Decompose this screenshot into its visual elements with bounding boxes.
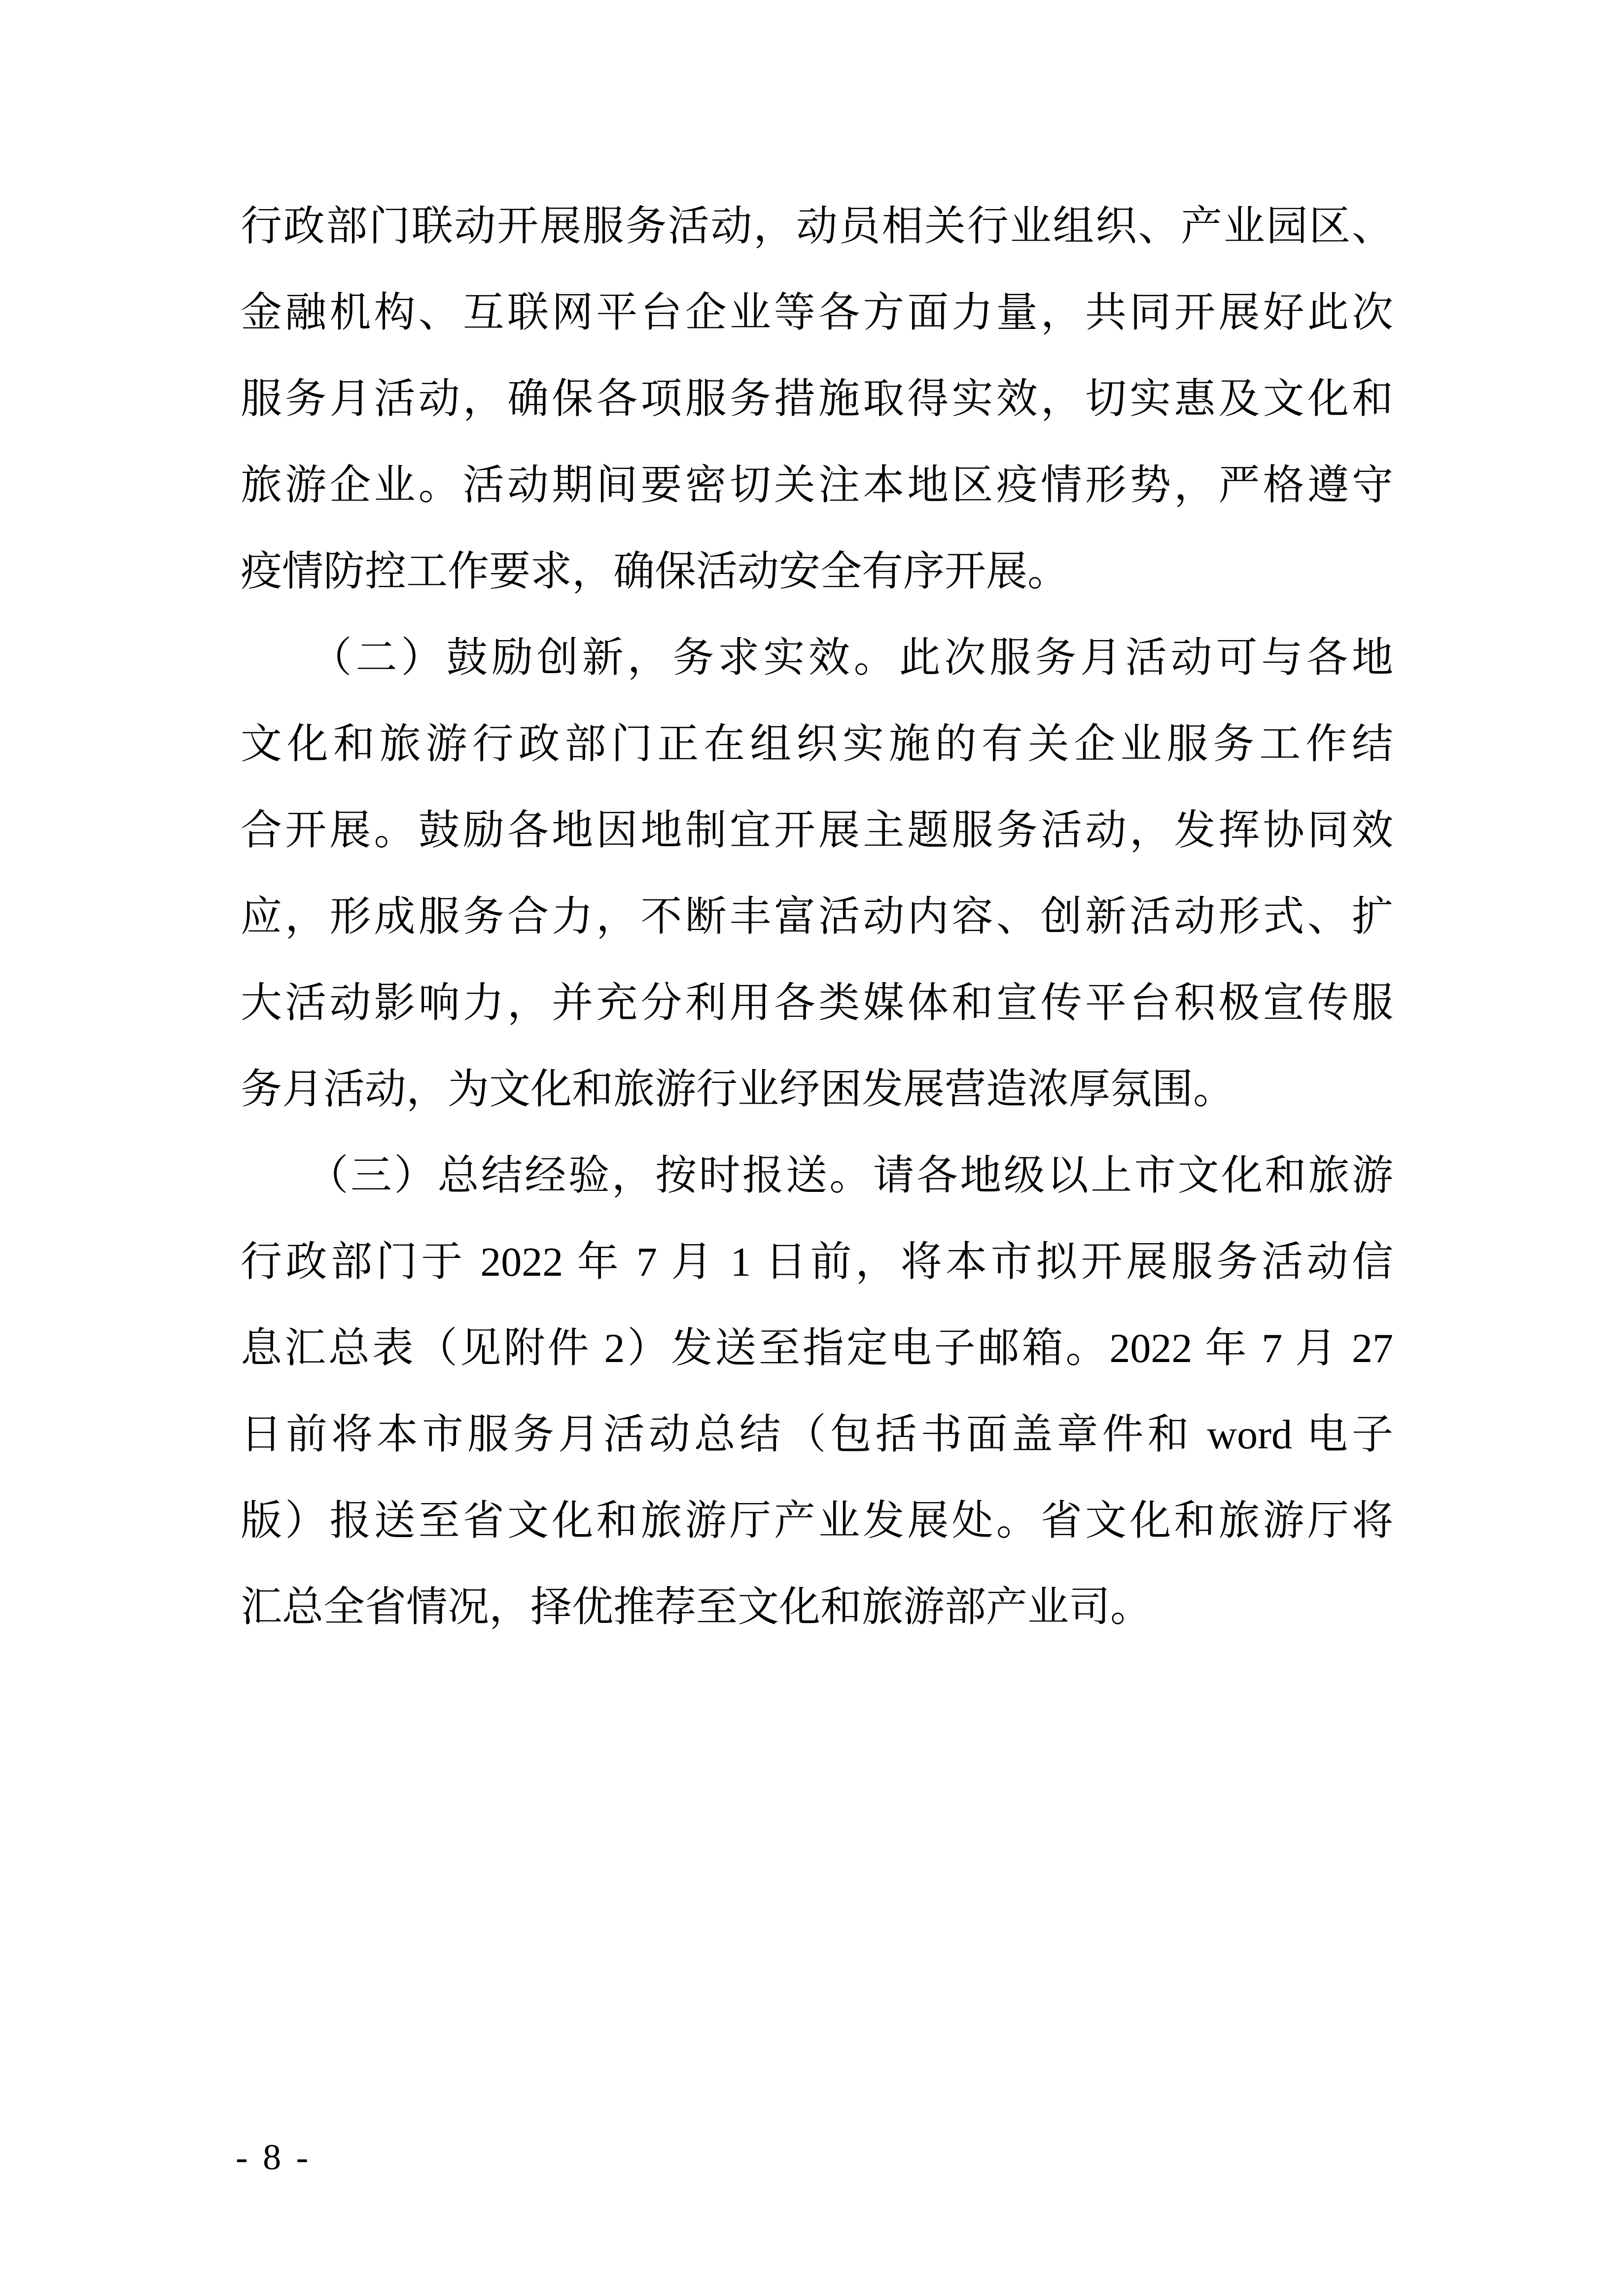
paragraph-2 <box>241 615 1393 1133</box>
text-line: 行政部门于 2022 年 7 月 1 日前，将本市拟开展服务活动信 <box>241 1239 1393 1285</box>
text-line: 版）报送至省文化和旅游厅产业发展处。省文化和旅游厅将 <box>241 1498 1393 1544</box>
page-number: - 8 - <box>236 2137 312 2178</box>
text-line: 合开展。鼓励各地因地制宜开展主题服务活动，发挥协同效 <box>241 808 1393 854</box>
text-line: 息汇总表（见附件 2）发送至指定电子邮箱。2022 年 7 月 27 <box>241 1326 1393 1371</box>
paragraph-1 <box>241 183 1393 615</box>
text-line: 金融机构、互联网平台企业等各方面力量，共同开展好此次 <box>241 290 1393 336</box>
text-line: 汇总全省情况，择优推荐至文化和旅游部产业司。 <box>241 1584 1152 1630</box>
text-line: 旅游企业。活动期间要密切关注本地区疫情形势，严格遵守 <box>241 463 1393 508</box>
text-line: （二）鼓励创新，务求实效。此次服务月活动可与各地 <box>241 635 1393 681</box>
text-line: 务月活动，为文化和旅游行业纾困发展营造浓厚氛围。 <box>241 1067 1235 1112</box>
text-line: 疫情防控工作要求，确保活动安全有序开展。 <box>241 549 1069 595</box>
text-line: 文化和旅游行政部门正在组织实施的有关企业服务工作结 <box>241 721 1393 767</box>
text-line: 大活动影响力，并充分利用各类媒体和宣传平台积极宣传服 <box>241 980 1393 1026</box>
document-body <box>241 183 1393 1650</box>
paragraph-3 <box>241 1133 1393 1650</box>
text-line: 服务月活动，确保各项服务措施取得实效，切实惠及文化和 <box>241 376 1393 422</box>
text-line: 日前将本市服务月活动总结（包括书面盖章件和 word 电子 <box>241 1412 1393 1458</box>
text-line: （三）总结经验，按时报送。请各地级以上市文化和旅游 <box>241 1153 1393 1199</box>
text-line: 应，形成服务合力，不断丰富活动内容、创新活动形式、扩 <box>241 894 1393 940</box>
text-line: 行政部门联动开展服务活动，动员相关行业组织、产业园区、 <box>241 204 1393 250</box>
